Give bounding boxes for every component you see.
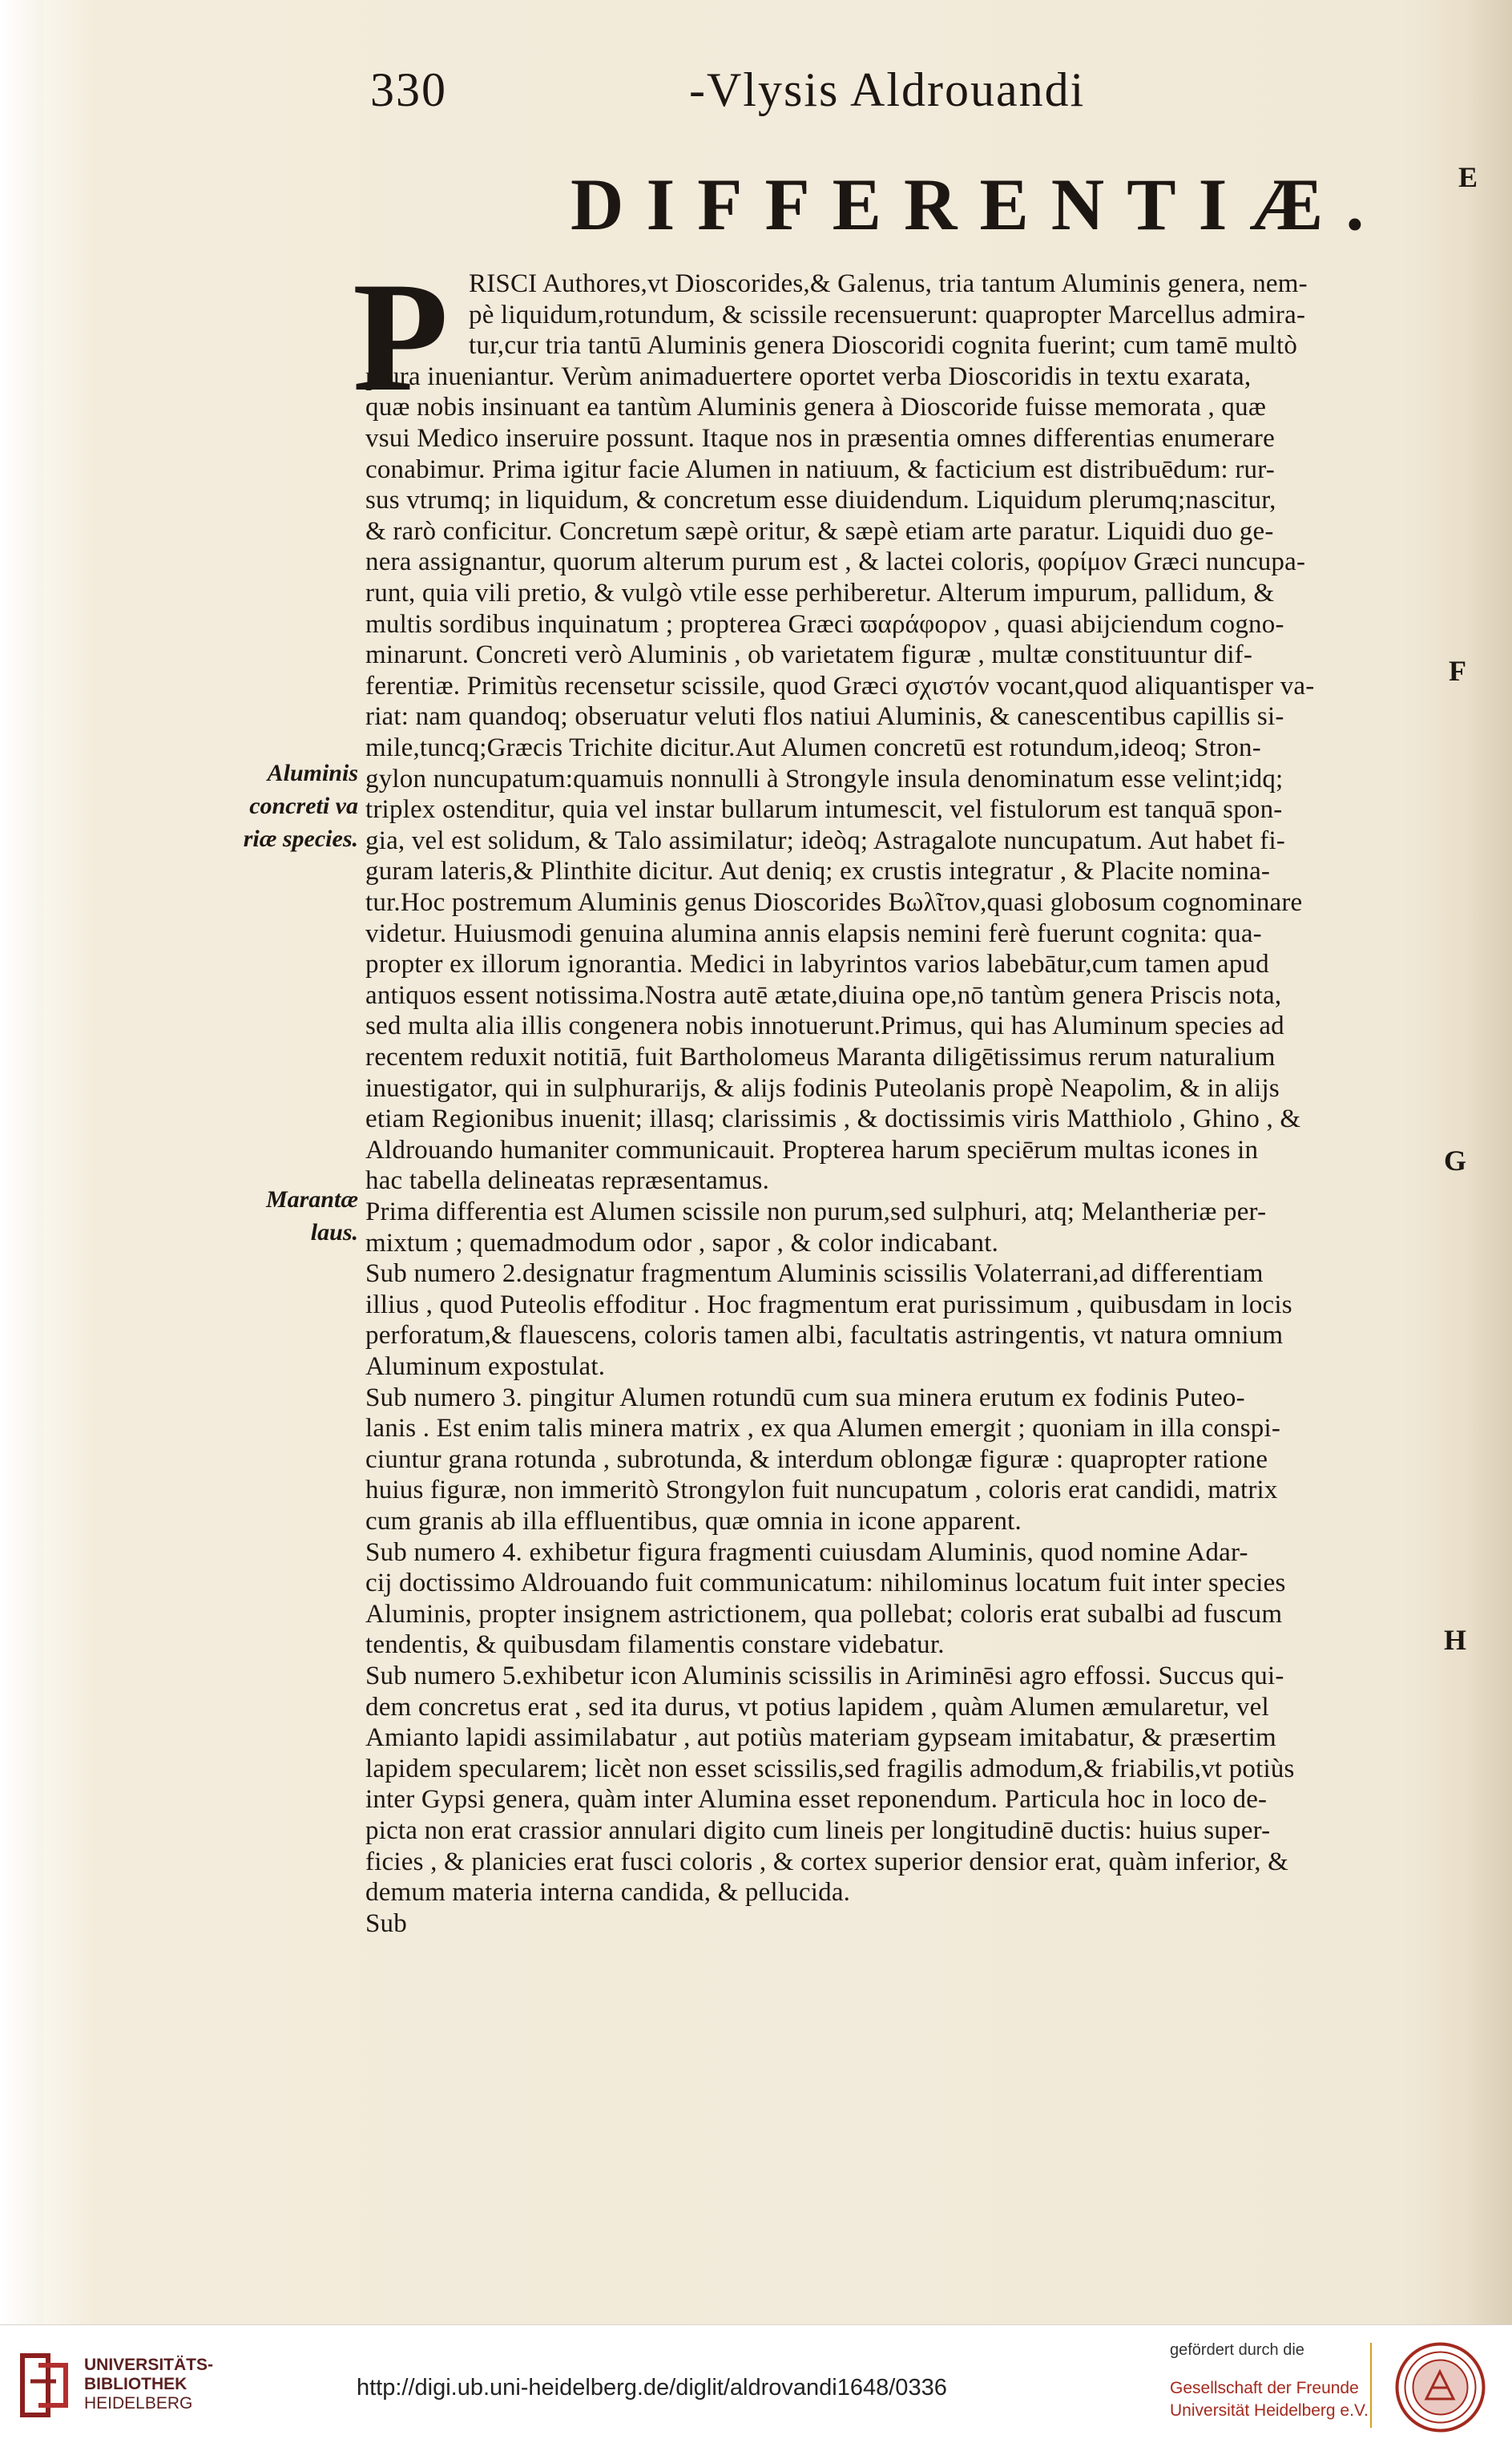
text-line: nera assignantur, quorum alterum purum est , & lactei coloris, φορίμον Græci nuncupa-: [365, 547, 1306, 576]
funding-org-line: Gesellschaft der Freunde: [1170, 2379, 1359, 2397]
library-name-line: BIBLIOTHEK: [84, 2375, 187, 2393]
text-line: Sub numero 3. pingitur Alumen rotundū cum sua minera erutum ex fodinis Puteo-: [365, 1383, 1245, 1412]
binding-edge: [0, 0, 44, 2324]
text-line: lanis . Est enim talis minera matrix , ex qua Alumen emergit ; quoniam in illa conspi-: [365, 1414, 1281, 1443]
text-line: sus vtrumq; in liquidum, & concretum esse diuidendum. Liquidum plerumq;nascitur,: [365, 486, 1276, 515]
text-line: dem concretus erat , sed ita durus, vt potius lapidem , quàm Alumen æmularetur, vel: [365, 1693, 1269, 1722]
library-name[interactable]: [84, 2356, 213, 2413]
text-line: cum granis ab illa effluentibus, quæ omnia in icone apparent.: [365, 1507, 1022, 1536]
library-name-line: UNIVERSITÄTS-: [84, 2356, 214, 2374]
signature-mark-f: F: [1449, 655, 1466, 687]
text-line: ferentiæ. Primitùs recensetur scissile, quod Græci σχιστόν vocant,quod aliquantisper va-: [365, 672, 1315, 701]
text-line: tur,cur tria tantū Aluminis genera Dioscoridi cognita fuerint; cum tamē multò: [469, 331, 1298, 360]
text-line: Sub numero 4. exhibetur figura fragmenti cuiusdam Aluminis, quod nomine Adar-: [365, 1538, 1248, 1567]
text-line: cij doctissimo Aldrouando fuit communicatum: nihilominus locatum fuit inter species: [365, 1569, 1286, 1597]
running-head: [370, 63, 1171, 127]
text-line: vsui Medico inseruire possunt. Itaque nos in præsentia omnes differentias enumerare: [365, 424, 1275, 453]
text-line: guram lateris,& Plinthite dicitur. Aut deniq; ex crustis integratur , & Placite nomina-: [365, 857, 1271, 886]
margin-note: Aluminis: [267, 760, 358, 786]
signature-mark-h: H: [1444, 1624, 1467, 1656]
text-line: ciuntur grana rotunda , subrotunda, & interdum oblongæ figuræ : quapropter ratione: [365, 1445, 1268, 1474]
permalink-url[interactable]: http://digi.ub.uni-heidelberg.de/diglit/aldrovandi1648/0336: [357, 2375, 947, 2401]
text-line: antiquos essent notissima.Nostra autē ætate,diuina ope,nō tantùm genera Priscis nota,: [365, 981, 1282, 1010]
margin-note: concreti va: [249, 793, 358, 819]
viewer-footer: [0, 2324, 1512, 2443]
text-line: conabimur. Prima igitur facie Alumen in natiuum, & facticium est distribuēdum: rur-: [365, 455, 1275, 484]
text-line: propter ex illorum ignorantia. Medici in labyrintos varios labebātur,cum tamen apud: [365, 950, 1269, 979]
text-line: multis sordibus inquinatum ; propterea Græci ϖαράφορον , quasi abijciendum cogno-: [365, 610, 1284, 639]
text-line: minarunt. Concreti verò Aluminis , ob varietatem figuræ , multæ constituuntur dif-: [365, 640, 1253, 669]
running-title: -Vlysis Aldrouandi: [689, 63, 1086, 116]
text-line: & rarò conficitur. Concretum sæpè oritur, & sæpè etiam arte paratur. Liquidi duo ge-: [365, 517, 1274, 546]
ub-heidelberg-logo-icon[interactable]: [16, 2349, 72, 2421]
drop-cap: P: [353, 250, 449, 424]
section-title: DIFFERENTIÆ.: [571, 164, 1387, 245]
text-line: tur.Hoc postremum Aluminis genus Dioscorides Βωλῖτον,quasi globosum cognominare: [365, 888, 1303, 917]
text-line: huius figuræ, non immeritò Strongylon fuit nuncupatum , coloris erat candidi, matrix: [365, 1476, 1278, 1504]
text-line: Aluminis, propter insignem astrictionem, qua pollebat; coloris erat subalbi ad fuscum: [365, 1600, 1283, 1629]
text-line: Amianto lapidi assimilabatur , aut potiùs materiam gypseam imitabatur, & præsertim: [365, 1723, 1276, 1752]
margin-note: Marantæ: [265, 1186, 358, 1213]
funding-org-line: Universität Heidelberg e.V.: [1170, 2401, 1369, 2420]
text-line: picta non erat crassior annulari digito cum lineis per longitudinē ductis: huius super-: [365, 1816, 1271, 1845]
text-line: inuestigator, qui in sulphurarijs, & alijs fodinis Puteolanis propè Neapolim, & in alijs: [365, 1074, 1280, 1103]
text-line: demum materia interna candida, & pellucida.: [365, 1878, 851, 1907]
text-line: gia, vel est solidum, & Talo assimilatur; ideòq; Astragalote nuncupatum. Aut habet fi-: [365, 826, 1285, 855]
text-line: runt, quia vili pretio, & vulgò vtile esse perhiberetur. Alterum impurum, pallidum, &: [365, 579, 1275, 608]
text-line: plura inueniantur. Verùm animaduertere oportet verba Dioscoridis in textu exarata,: [365, 362, 1252, 391]
text-line: Sub numero 5.exhibetur icon Aluminis scissilis in Ariminēsi agro effossi. Succus qui-: [365, 1662, 1284, 1690]
funding-label: gefördert durch die: [1170, 2341, 1304, 2359]
text-line: sed multa alia illis congenera nobis innotuerunt.Primus, qui has Aluminum species ad: [365, 1012, 1284, 1040]
text-line: mile,tuncq;Græcis Trichite dicitur.Aut Alumen concretū est rotundum,ideoq; Stron-: [365, 733, 1261, 762]
funding-organization[interactable]: [1170, 2377, 1369, 2422]
text-line: hac tabella delineatas repræsentamus.: [365, 1166, 770, 1195]
text-line: Aldrouando humaniter communicauit. Propterea harum speciērum multas icones in: [365, 1136, 1259, 1165]
text-line: videtur. Huiusmodi genuina alumina annis elapsis nemini ferè fuerunt cognita: qua-: [365, 919, 1262, 948]
footer-divider: [1370, 2343, 1372, 2428]
text-line: etiam Regionibus inuenit; illasq; clarissimis , & doctissimis viris Matthiolo , Ghino , &: [365, 1104, 1301, 1133]
page-number: 330: [370, 63, 447, 116]
text-line: tendentis, & quibusdam filamentis constare videbatur.: [365, 1630, 945, 1659]
text-line: RISCI Authores,vt Dioscorides,& Galenus, tria tantum Aluminis genera, nem-: [469, 269, 1308, 298]
margin-note: riæ species.: [243, 826, 358, 852]
text-line: ficies , & planicies erat fusci coloris , & cortex superior densior erat, quàm inferior, &: [365, 1847, 1289, 1876]
signature-mark-g: G: [1444, 1145, 1467, 1177]
text-line: recentem reduxit notitiā, fuit Bartholomeus Maranta diligētissimus rerum naturalium: [365, 1043, 1276, 1072]
text-line: mixtum ; quemadmodum odor , sapor , & color indicabant.: [365, 1229, 999, 1258]
text-line: triplex ostenditur, quia vel instar bullarum intumescit, vel fistulorum est tanquā spon-: [365, 795, 1283, 824]
margin-note: laus.: [310, 1219, 358, 1246]
text-line: quæ nobis insinuant ea tantùm Aluminis genera à Dioscoride fuisse memorata , quæ: [365, 393, 1267, 422]
text-line: gylon nuncupatum:quamuis nonnulli à Strongyle insula denominatum esse velint;idq;: [365, 765, 1284, 793]
text-line: riat: nam quandoq; obseruatur veluti flos natiui Aluminis, & canescentibus capillis si-: [365, 702, 1284, 731]
text-line: Sub numero 2.designatur fragmentum Aluminis scissilis Volaterrani,ad differentiam: [365, 1259, 1264, 1288]
text-line: pè liquidum,rotundum, & scissile recensuerunt: quapropter Marcellus admira-: [469, 301, 1306, 329]
library-name-line: HEIDELBERG: [84, 2394, 193, 2413]
text-line: Prima differentia est Alumen scissile non purum,sed sulphuri, atq; Melantheriæ per-: [365, 1197, 1267, 1226]
heidelberg-seal-icon: [1394, 2341, 1486, 2433]
text-line: illius , quod Puteolis effoditur . Hoc fragmentum erat purissimum , quibusdam in locis: [365, 1290, 1292, 1319]
text-line: lapidem specularem; licèt non esset scissilis,sed fragilis admodum,& friabilis,vt potiùs: [365, 1755, 1295, 1783]
signature-mark-e: E: [1458, 161, 1478, 193]
text-line: Aluminum expostulat.: [365, 1352, 606, 1381]
text-line: inter Gypsi genera, quàm inter Alumina esset reponendum. Particula hoc in loco de-: [365, 1785, 1268, 1814]
text-line: perforatum,& flauescens, coloris tamen albi, facultatis astringentis, vt natura omnium: [365, 1321, 1284, 1350]
text-line: Sub: [365, 1909, 407, 1938]
